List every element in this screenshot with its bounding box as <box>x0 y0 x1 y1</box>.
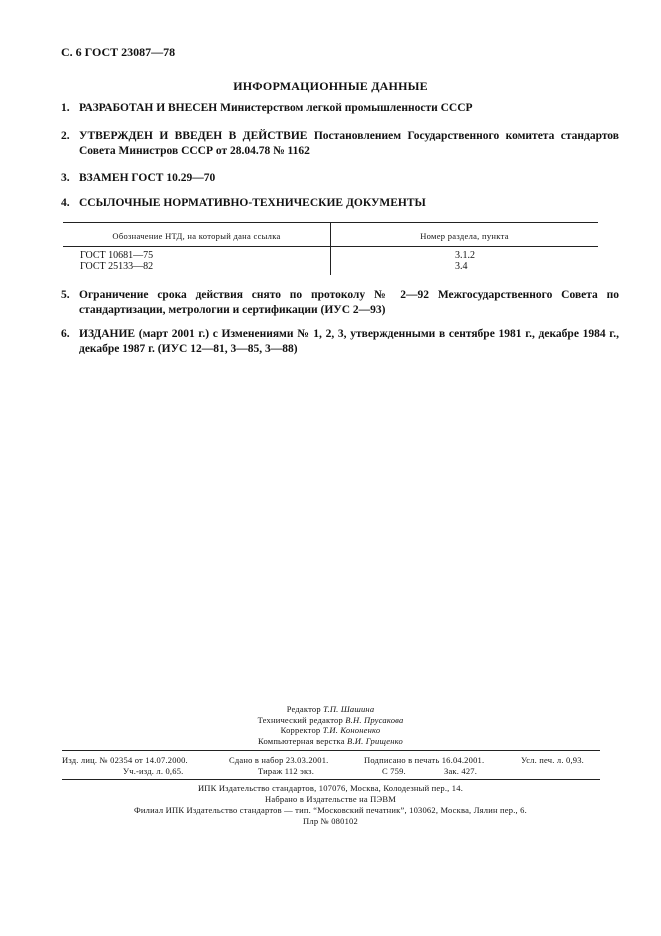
credits-block <box>0 704 661 746</box>
print-signed-date: Подписано в печать 16.04.2001. <box>364 755 485 765</box>
info-item-2 <box>61 129 619 159</box>
item-number: 2. <box>61 130 70 142</box>
printing-branch: Филиал ИПК Издательство стандартов — тип. “Московский печатник”, 103062, Москва, Лялин пер., 6. <box>134 805 527 815</box>
credit-layout: Компьютерная верстка В.И. Грищенко <box>258 735 403 746</box>
item-text: Ограничение срока действия снято по протоколу № 2—92 Межгосударственного Совета по стандартизации, метрологии и сертификации (ИУС 2—93) <box>79 289 619 316</box>
item-text: УТВЕРЖДЕН И ВВЕДЕН В ДЕЙСТВИЕ Постановлением Государственного комитета стандартов Совета Министров СССР от 28.04.78 № 1162 <box>79 130 619 157</box>
typeset-date: Сдано в набор 23.03.2001. <box>229 755 329 765</box>
page-header: С. 6 ГОСТ 23087—78 <box>61 45 176 59</box>
table-header-document: Обозначение НТД, на который дана ссылка <box>112 231 281 241</box>
print-sheets: Усл. печ. л. 0,93. <box>521 755 584 765</box>
table-cell-document: ГОСТ 10681—75 <box>80 250 154 261</box>
item-text: ССЫЛОЧНЫЕ НОРМАТИВНО-ТЕХНИЧЕСКИЕ ДОКУМЕНТЫ <box>79 197 426 209</box>
table-column-divider <box>330 222 331 275</box>
item-text: ВЗАМЕН ГОСТ 10.29—70 <box>79 172 216 184</box>
info-item-5 <box>61 288 619 318</box>
table-cell-section: 3.4 <box>455 261 468 272</box>
item-number: 6. <box>61 328 70 340</box>
divider <box>62 779 600 780</box>
info-item-4 <box>61 196 601 211</box>
item-number: 4. <box>61 197 70 209</box>
info-item-1 <box>61 101 601 116</box>
table-header-section: Номер раздела, пункта <box>420 231 509 241</box>
publisher-sheets: Уч.-изд. л. 0,65. <box>123 766 184 776</box>
info-item-6 <box>61 327 619 357</box>
print-run: Тираж 112 экз. <box>258 766 315 776</box>
item-number: 5. <box>61 289 70 301</box>
item-text: РАЗРАБОТАН И ВНЕСЕН Министерством легкой промышленности СССР <box>79 102 473 114</box>
table-cell-section: 3.1.2 <box>455 250 475 261</box>
credit-corrector: Корректор Т.И. Кононенко <box>280 725 381 735</box>
item-text: ИЗДАНИЕ (март 2001 г.) с Изменениями № 1, 2, 3, утвержденными в сентябре 1981 г., декабре 1984 г., декабре 1987 г. (ИУС 12—81, 3—85, 3—88) <box>79 328 619 355</box>
credit-tech-editor: Технический редактор В.Н. Прусакова <box>257 714 404 725</box>
publisher-address: ИПК Издательство стандартов, 107076, Москва, Колодезный пер., 14. <box>197 783 464 793</box>
page-title: ИНФОРМАЦИОННЫЕ ДАННЫЕ <box>233 79 428 93</box>
typeset-note: Набрано в Издательстве на ПЭВМ <box>265 794 396 804</box>
order-number: Зак. 427. <box>444 766 478 776</box>
table-cell-document: ГОСТ 25133—82 <box>80 261 154 272</box>
catalog-code: С 759. <box>382 766 406 776</box>
plr-number: Плр № 080102 <box>303 816 358 826</box>
table-header-rule <box>63 246 598 247</box>
item-number: 1. <box>61 102 70 114</box>
license-info: Изд. лиц. № 02354 от 14.07.2000. <box>62 755 188 765</box>
info-item-3 <box>61 171 601 186</box>
divider <box>62 750 600 751</box>
item-number: 3. <box>61 172 70 184</box>
credit-editor: Редактор Т.П. Шашина <box>286 704 375 714</box>
